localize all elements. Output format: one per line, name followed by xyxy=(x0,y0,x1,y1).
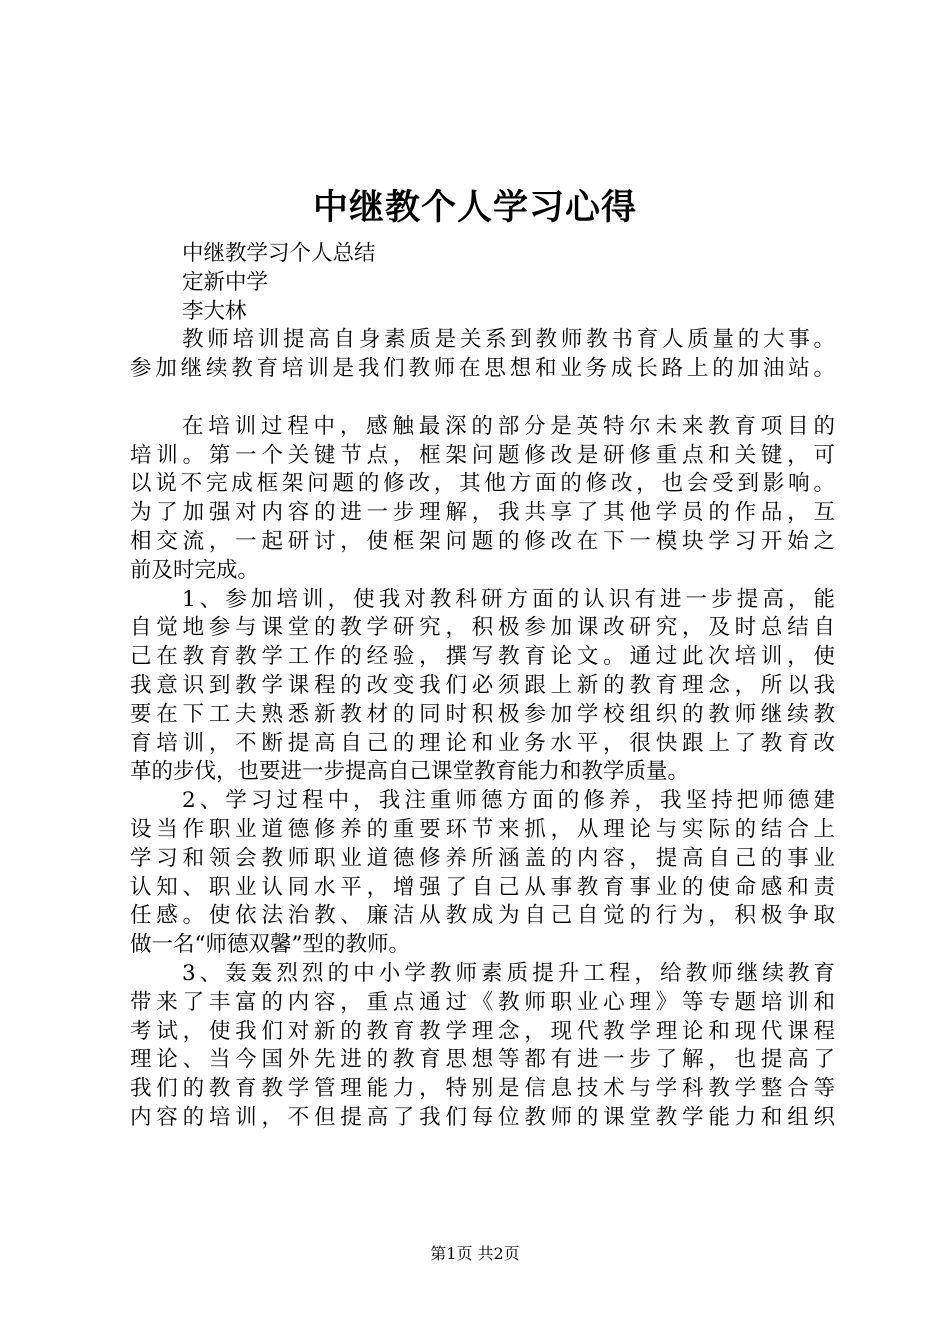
paragraph-line: 教师培训提高自身素质是关系到教师教书育人质量的大事。 xyxy=(182,327,835,353)
header-line-author: 李大林 xyxy=(182,298,247,324)
paragraph-point-1 xyxy=(130,586,835,788)
paragraph-line: 为了加强对内容的进一步理解，我共享了其他学员的作品，互 xyxy=(130,500,835,526)
paragraph-line: 设当作职业道德修养的重要环节来抓，从理论与实际的结合上 xyxy=(130,816,835,842)
paragraph-line: 我意识到教学课程的改变我们必须跟上新的教育理念，所以我 xyxy=(130,672,835,698)
header-line-summary: 中继教学习个人总结 xyxy=(182,241,376,266)
paragraph-line: 要在下工夫熟悉新教材的同时积极参加学校组织的教师继续教 xyxy=(130,701,835,727)
paragraph-training-process xyxy=(130,413,835,586)
paragraph-line: 学习和领会教师职业道德修养所涵盖的内容，提高自己的事业 xyxy=(130,845,835,871)
header-line-school: 定新中学 xyxy=(182,269,269,295)
paragraph-line: 内容的培训，不但提高了我们每位教师的课堂教学能力和组织 xyxy=(130,1104,835,1130)
paragraph-spacer xyxy=(130,384,835,413)
paragraph-intro xyxy=(130,326,835,384)
paragraph-line: 1、参加培训，使我对教科研方面的认识有进一步提高，能 xyxy=(182,586,835,612)
paragraph-line: 相交流，一起研讨，使框架问题的修改在下一模块学习开始之 xyxy=(130,528,835,554)
paragraph-line: 任感。使依法治教、廉洁从教成为自己自觉的行为，积极争取 xyxy=(130,903,835,929)
paragraph-point-2 xyxy=(130,787,835,960)
document-title: 中继教个人学习心得 xyxy=(312,187,637,228)
paragraph-line: 前及时完成。 xyxy=(130,557,260,583)
paragraph-line: 己在教育教学工作的经验，撰写教育论文。通过此次培训，使 xyxy=(130,644,835,670)
paragraph-line: 在培训过程中，感触最深的部分是英特尔未来教育项目的 xyxy=(182,413,835,439)
paragraph-line: 以说不完成框架问题的修改，其他方面的修改，也会受到影响。 xyxy=(130,471,835,497)
paragraph-line: 自觉地参与课堂的教学研究，积极参加课改研究，及时总结自 xyxy=(130,615,835,641)
document-body xyxy=(130,240,835,1133)
paragraph-line: 我们的教育教学管理能力，特别是信息技术与学科教学整合等 xyxy=(130,1076,835,1102)
paragraph-line: 认知、职业认同水平，增强了自己从事教育事业的使命感和责 xyxy=(130,874,835,900)
paragraph-line: 培训。第一个关键节点，框架问题修改是研修重点和关键，可 xyxy=(130,442,835,468)
paragraph-line: 2、学习过程中，我注重师德方面的修养，我坚持把师德建 xyxy=(182,788,835,814)
paragraph-line: 革的步伐，也要进一步提高自己课堂教育能力和教学质量。 xyxy=(130,759,690,785)
paragraph-line: 理论、当今国外先进的教育思想等都有进一步了解，也提高了 xyxy=(130,1047,835,1073)
paragraph-line: 做一名“师德双馨”型的教师。 xyxy=(130,932,410,958)
paragraph-line: 参加继续教育培训是我们教师在思想和业务成长路上的加油站。 xyxy=(130,356,835,382)
paragraph-line: 3、轰轰烈烈的中小学教师素质提升工程，给教师继续教育 xyxy=(182,960,835,986)
paragraph-line: 育培训，不断提高自己的理论和业务水平，很快跟上了教育改 xyxy=(130,730,835,756)
paragraph-point-3 xyxy=(130,960,835,1133)
page-number-footer: 第1页 共2页 xyxy=(430,1244,520,1263)
paragraph-line: 考试，使我们对新的教育教学理念，现代教学理论和现代课程 xyxy=(130,1018,835,1044)
paragraph-line: 带来了丰富的内容，重点通过《教师职业心理》等专题培训和 xyxy=(130,989,835,1015)
